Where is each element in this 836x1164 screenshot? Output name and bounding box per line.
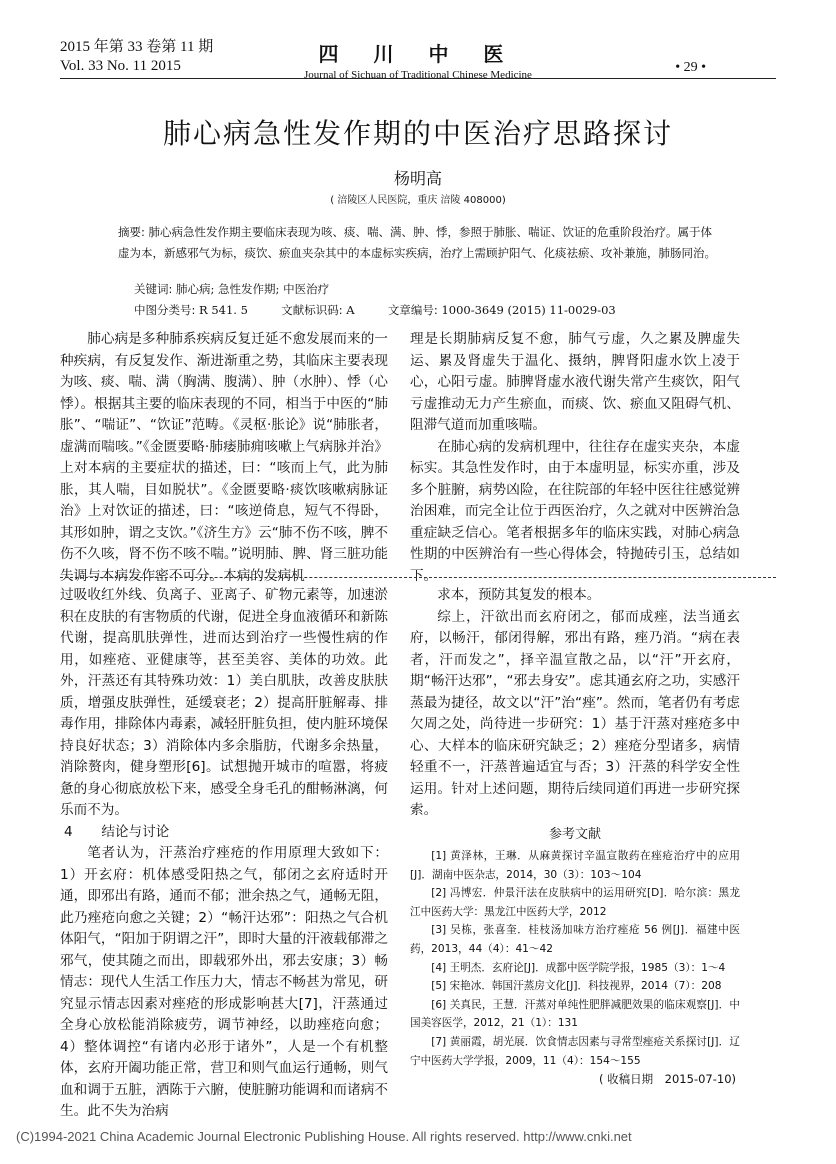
- body-paragraph: 理是长期肺病反复不愈，肺气亏虚，久之累及脾虚失运、累及肾虚失于温化、摄纳，脾肾阳虚水饮上凌于心，心阳亏虚。肺脾肾虚水液代谢失常产生痰饮，阳气亏虚推动无力产生瘀血，而痰、饮、瘀血又阻碍气机、阻滞气道而加重咳喘。: [410, 331, 740, 433]
- references-list: [410, 847, 740, 1089]
- lower-right-column: [410, 585, 740, 1089]
- copyright-footer: (C)1994-2021 China Academic Journal Electronic Publishing House. All rights reserved. http://www.cnki.net: [16, 1129, 632, 1144]
- references-heading: 参考文献: [548, 826, 601, 842]
- abstract-label: 摘要:: [118, 225, 145, 239]
- reference-item: [7] 黄丽霞，胡光展．饮食情志因素与寻常型痤疮关系探讨[J]．辽宁中医药大学学报，2009，11（4）：154～155: [410, 1035, 740, 1067]
- upper-right-column: [410, 329, 740, 587]
- abstract: [118, 222, 718, 264]
- header-rule: [60, 78, 776, 79]
- classification-line: [134, 302, 616, 318]
- reference-item: [2] 冯博宏．仲景汗法在皮肤病中的运用研究[D]．哈尔滨：黑龙江中医药大学：黑龙江中医药大学，2012: [410, 887, 740, 918]
- issue-en: Vol. 33 No. 11 2015: [60, 58, 181, 74]
- doc-code-value: A: [346, 303, 355, 317]
- reference-item: [1] 黄泽林，王琳．从麻黄探讨辛温宣散药在痤疮治疗中的应用[J]．湖南中医杂志，2014，30（3）：103～104: [410, 850, 740, 881]
- section-heading: [60, 822, 388, 844]
- body-paragraph: 笔者认为，汗蒸治疗痤疮的作用原理大致如下：1）开玄府：机体感受阳热之气，郁闭之玄府适时开通，即邪出有路，通而不郁；泄余热之气，通畅无阻，此乃痤疮向愈之关键；2）“畅汗达邪”：阳热之气合机体阳气，“阳加于阴谓之汗”，即时大量的汗液载郁滞之邪气，使其随之而出，即载邪外出，邪去安康；3）畅情志：现代人生活工作压力大，情志不畅甚为常见，研究显示情志因素对痤疮的形成影响甚大[7]，汗蒸通过全身心放松能消除疲劳，调节神经，以助痤疮向愈；4）整体调控“有诸内必形于诸外”，人是一个有机整体，玄府开阖功能正常，营卫和则气血运行通畅，则气血和调于五脏，洒陈于六腑，使脏腑功能调和而诸病不生。此不失为治病: [60, 845, 388, 1119]
- section-number: 4: [64, 823, 73, 840]
- class-value: R 541. 5: [199, 303, 248, 317]
- body-paragraph: 综上，汗欲出而玄府闭之，郁而成痤，法当通玄府，以畅汗，郁闭得解，邪出有路，痤乃消。“病在表者，汗而发之”，择辛温宣散之品，以“汗”开玄府，期“畅汗达邪”，“邪去身安”。虑其通玄府之功，实感汗蒸最为捷径，故文以“汗”治“痤”。然而，笔者仍有考虑欠周之处，尚待进一步研究：1）基于汗蒸对痤疮多中心、大样本的临床研究缺乏；2）痤疮分型诸多，病情轻重不一，汗蒸普遍适宜与否；3）汗蒸的科学安全性运用。针对上述问题，期待后续同道们再进一步研究探索。: [410, 608, 740, 818]
- body-paragraph: 肺心病是多种肺系疾病反复迁延不愈发展而来的一种疾病，有反复发作、渐进渐重之势，其临床主要表现为咳、痰、喘、满（胸满、腹满）、肿（水肿）、悸（心悸）。根据其主要的临床表现的不同，相当于中医的“肺胀”、“喘证”、“饮证”范畴。《灵枢·胀论》说“肺胀者，虚满而喘咳。”《金匮要略·肺痿肺痈咳嗽上气病脉并治》上对本病的主要症状的描述，曰：“咳而上气，此为肺胀，其人喘，目如脱状”。《金匮要略·痰饮咳嗽病脉证治》上对饮证的描述，曰：“咳逆倚息，短气不得卧，其形如肿，谓之支饮。”《济生方》云“肺不伤不咳，脾不伤不久咳，肾不伤不咳不喘。”说明肺、脾、肾三脏功能失调与本病发作密不可分。本病的发病机: [60, 331, 388, 584]
- journal-name-en: Journal of Sichuan of Traditional Chinese Medicine: [304, 69, 532, 81]
- journal-name: [0, 38, 836, 81]
- doc-code-label: 文献标识码:: [281, 303, 343, 317]
- section-divider: [60, 577, 776, 578]
- journal-name-cn: 四 川 中 医: [318, 42, 518, 66]
- body-paragraph: 在肺心病的发病机理中，往往存在虚实夹杂，本虚标实。其急性发作时，由于本虚明显，标实亦重，涉及多个脏腑，病势凶险，在往院部的年轻中医往往感觉辨治困难，而完全让位于西医治疗，久之就对中医辨治急重症缺乏信心。笔者根据多年的临床实践，对肺心病急性期的中医辨治有一些心得体会，特抛砖引玉，总结如下。: [410, 438, 740, 584]
- article-no-value: 1000-3649 (2015) 11-0029-03: [441, 303, 616, 317]
- lower-left-column: [60, 585, 388, 1123]
- section-title: 结论与讨论: [101, 823, 170, 840]
- class-label: 中图分类号:: [134, 303, 196, 317]
- issue-cn: 2015 年第 33 卷第 11 期: [60, 39, 214, 55]
- keywords-text: 肺心病; 急性发作期; 中医治疗: [176, 282, 330, 296]
- keywords: [134, 281, 329, 297]
- article-author: 杨明高: [393, 169, 442, 188]
- body-paragraph: 求本，预防其复发的根本。: [437, 587, 601, 603]
- received-date: ( 收稿日期 2015-07-10): [599, 1072, 736, 1087]
- reference-item: [5] 宋艳冰．韩国汗蒸房文化[J]．科技视界，2014（7）：208: [431, 980, 722, 993]
- upper-left-column: [60, 329, 388, 587]
- article-title: 肺心病急性发作期的中医治疗思路探讨: [162, 117, 673, 150]
- keywords-label: 关键词:: [134, 282, 173, 296]
- body-paragraph: 过吸收红外线、负离子、亚离子、矿物元素等，加速淤积在皮肤的有害物质的代谢，促进全身血液循环和新陈代谢，提高肌肤弹性，进而达到治疗一些慢性病的作用，如痤疮、亚健康等，甚至美容、美体的功效。此外，汗蒸还有其特殊功效：1）美白肌肤，改善皮肤肤质，增强皮肤弹性，延缓衰老；2）提高肝脏解毒、排毒作用，排除体内毒素，减轻肝脏负担，使内脏环境保持良好状态；3）消除体内多余脂肪，代谢多余热量，消除赘肉，健身塑形[6]。试想抛开城市的喧嚣，将疲惫的身心彻底放松下来，感受全身毛孔的酣畅淋漓，何乐而不为。: [60, 587, 388, 818]
- reference-item: [3] 吴栋，张喜奎．桂枝汤加味方治疗痤疮 56 例[J]．福建中医药，2013，44（4）：41～42: [410, 924, 740, 955]
- reference-item: [4] 王明杰．玄府论[J]．成都中医学院学报，1985（3）：1～4: [431, 961, 726, 974]
- abstract-text: 肺心病急性发作期主要临床表现为咳、痰、喘、满、肿、悸，参照于肺胀、喘证、饮证的危重阶段治疗。属于体虚为本，新感邪气为标，痰饮、瘀血夹杂其中的本虚标实疾病，治疗上需顾护阳气、化痰祛瘀、攻补兼施，肺肠同治。: [118, 225, 716, 260]
- reference-item: [6] 关真民，王慧．汗蒸对单纯性肥胖减肥效果的临床观察[J]．中国美容医学，2012，21（1）：131: [410, 998, 740, 1030]
- article-no-label: 文章编号:: [387, 303, 438, 317]
- page-number: • 29 •: [675, 60, 706, 75]
- author-affiliation: ( 涪陵区人民医院，重庆 涪陵 408000): [330, 195, 506, 206]
